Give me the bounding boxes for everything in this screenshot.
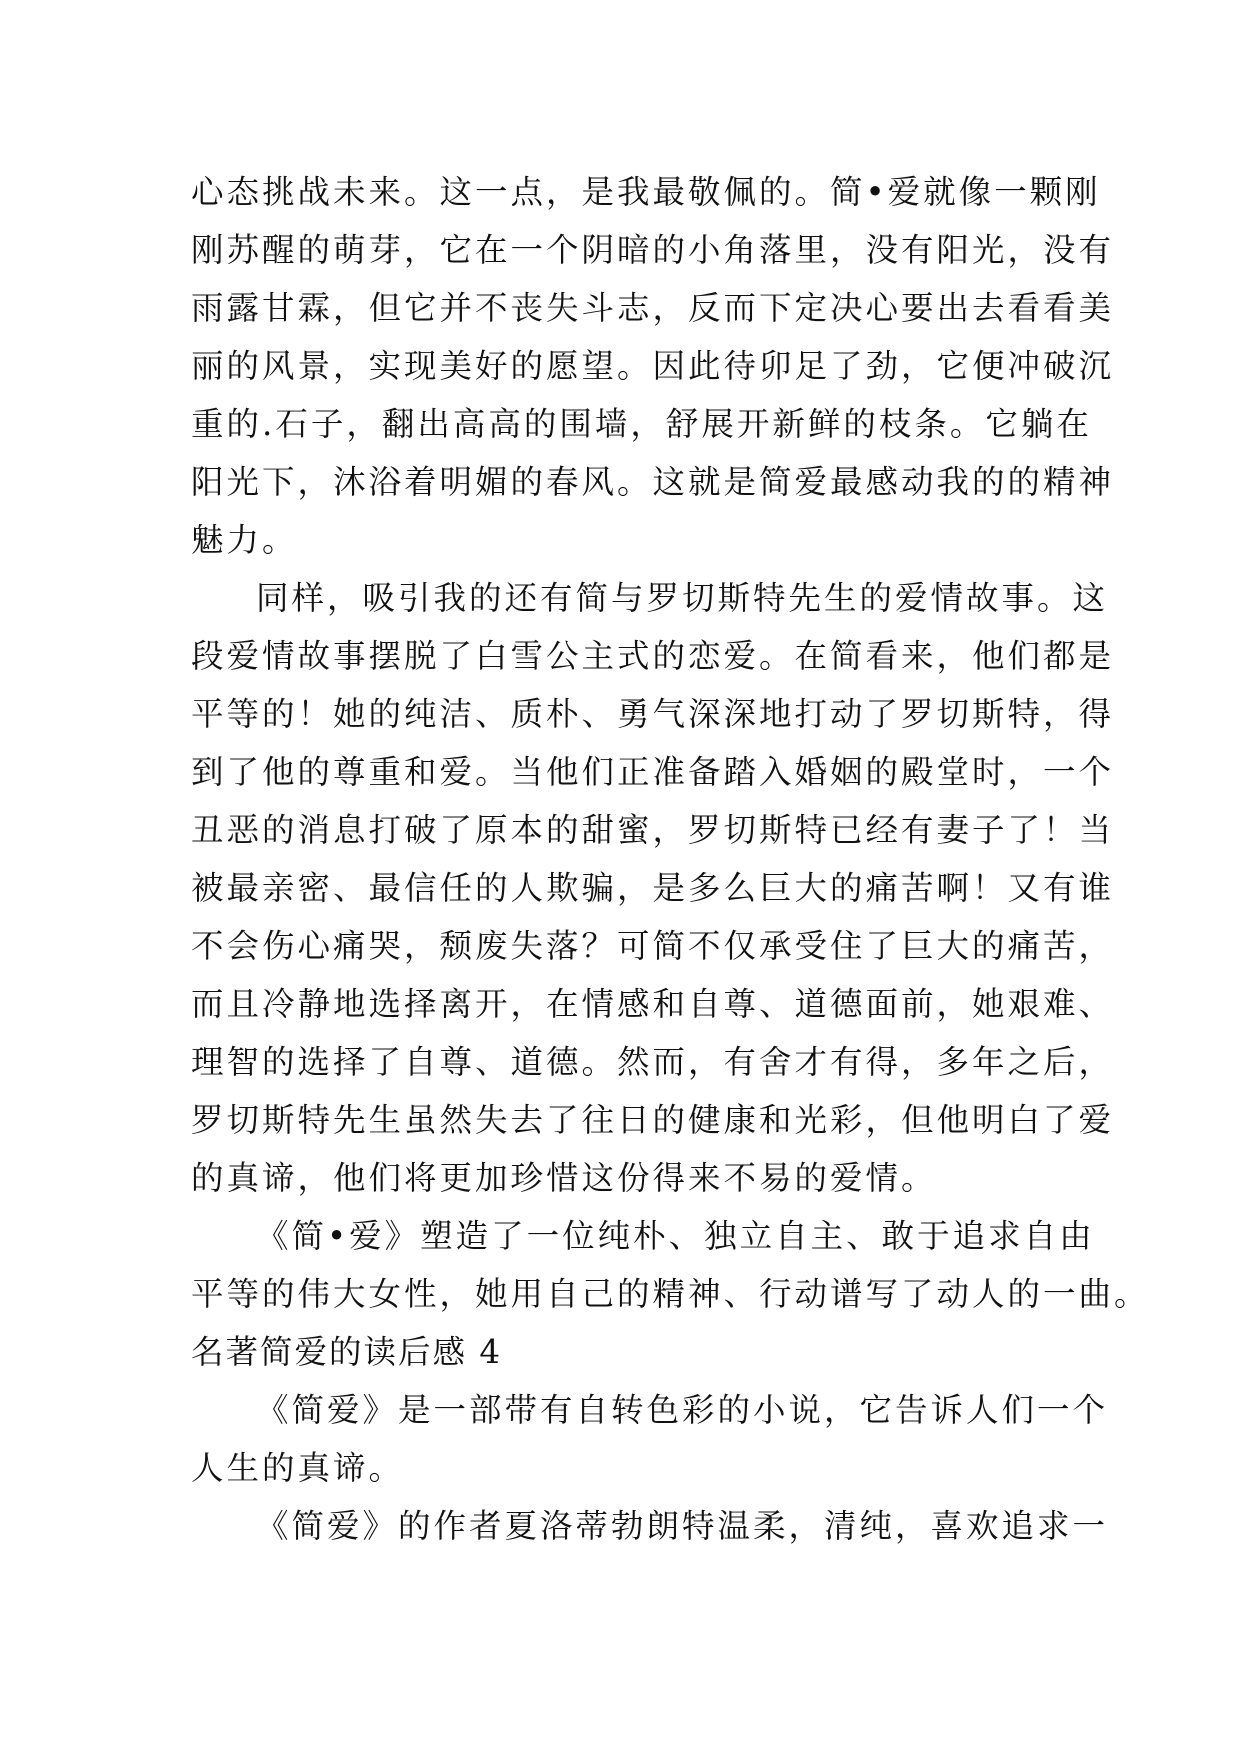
- paragraph-start-line: 《简•爱》塑造了一位纯朴、独立自主、敢于追求自由: [256, 1217, 1095, 1255]
- text-line: 罗切斯特先生虽然失去了往日的健康和光彩，但他明白了爱: [191, 1101, 1115, 1139]
- paragraph-start-line: 同样，吸引我的还有简与罗切斯特先生的爱情故事。这: [256, 579, 1109, 617]
- text-line: 重的.石子，翻出高高的围墙，舒展开新鲜的枝条。它躺在: [191, 405, 1092, 443]
- text-line: 阳光下，沐浴着明媚的春风。这就是简爱最感动我的的精神: [191, 463, 1115, 501]
- text-line: 人生的真谛。: [191, 1449, 405, 1487]
- document-body: [191, 163, 1150, 1555]
- text-line: 被最亲密、最信任的人欺骗，是多么巨大的痛苦啊！又有谁: [191, 869, 1115, 907]
- text-line: 魅力。: [191, 521, 298, 559]
- text-line: 到了他的尊重和爱。当他们正准备踏入婚姻的殿堂时，一个: [191, 753, 1115, 791]
- text-line: 的真谛，他们将更加珍惜这份得来不易的爱情。: [191, 1159, 937, 1197]
- text-line: 理智的选择了自尊、道德。然而，有舍才有得，多年之后，: [191, 1043, 1115, 1081]
- text-line: 不会伤心痛哭，颓废失落？可简不仅承受住了巨大的痛苦，: [191, 927, 1115, 965]
- paragraph-start-line: 《简爱》是一部带有自转色彩的小说，它告诉人们一个: [256, 1391, 1109, 1429]
- text-line: 雨露甘霖，但它并不丧失斗志，反而下定决心要出去看看美: [191, 289, 1115, 327]
- section-heading: 名著简爱的读后感 4: [191, 1333, 503, 1371]
- text-line: 丽的风景，实现美好的愿望。因此待卯足了劲，它便冲破沉: [191, 347, 1115, 385]
- text-line: 段爱情故事摆脱了白雪公主式的恋爱。在简看来，他们都是: [191, 637, 1115, 675]
- paragraph-start-line: 《简爱》的作者夏洛蒂勃朗特温柔，清纯，喜欢追求一: [256, 1507, 1109, 1545]
- text-line: 而且冷静地选择离开，在情感和自尊、道德面前，她艰难、: [191, 985, 1115, 1023]
- text-line: 刚苏醒的萌芽，它在一个阴暗的小角落里，没有阳光，没有: [191, 231, 1115, 269]
- text-line: 心态挑战未来。这一点，是我最敬佩的。简•爱就像一颗刚: [191, 173, 1101, 211]
- text-line: 平等的！她的纯洁、质朴、勇气深深地打动了罗切斯特，得: [191, 695, 1115, 733]
- text-line: 平等的伟大女性，她用自己的精神、行动谱写了动人的一曲。: [191, 1275, 1150, 1313]
- text-line: 丑恶的消息打破了原本的甜蜜，罗切斯特已经有妻子了！当: [191, 811, 1115, 849]
